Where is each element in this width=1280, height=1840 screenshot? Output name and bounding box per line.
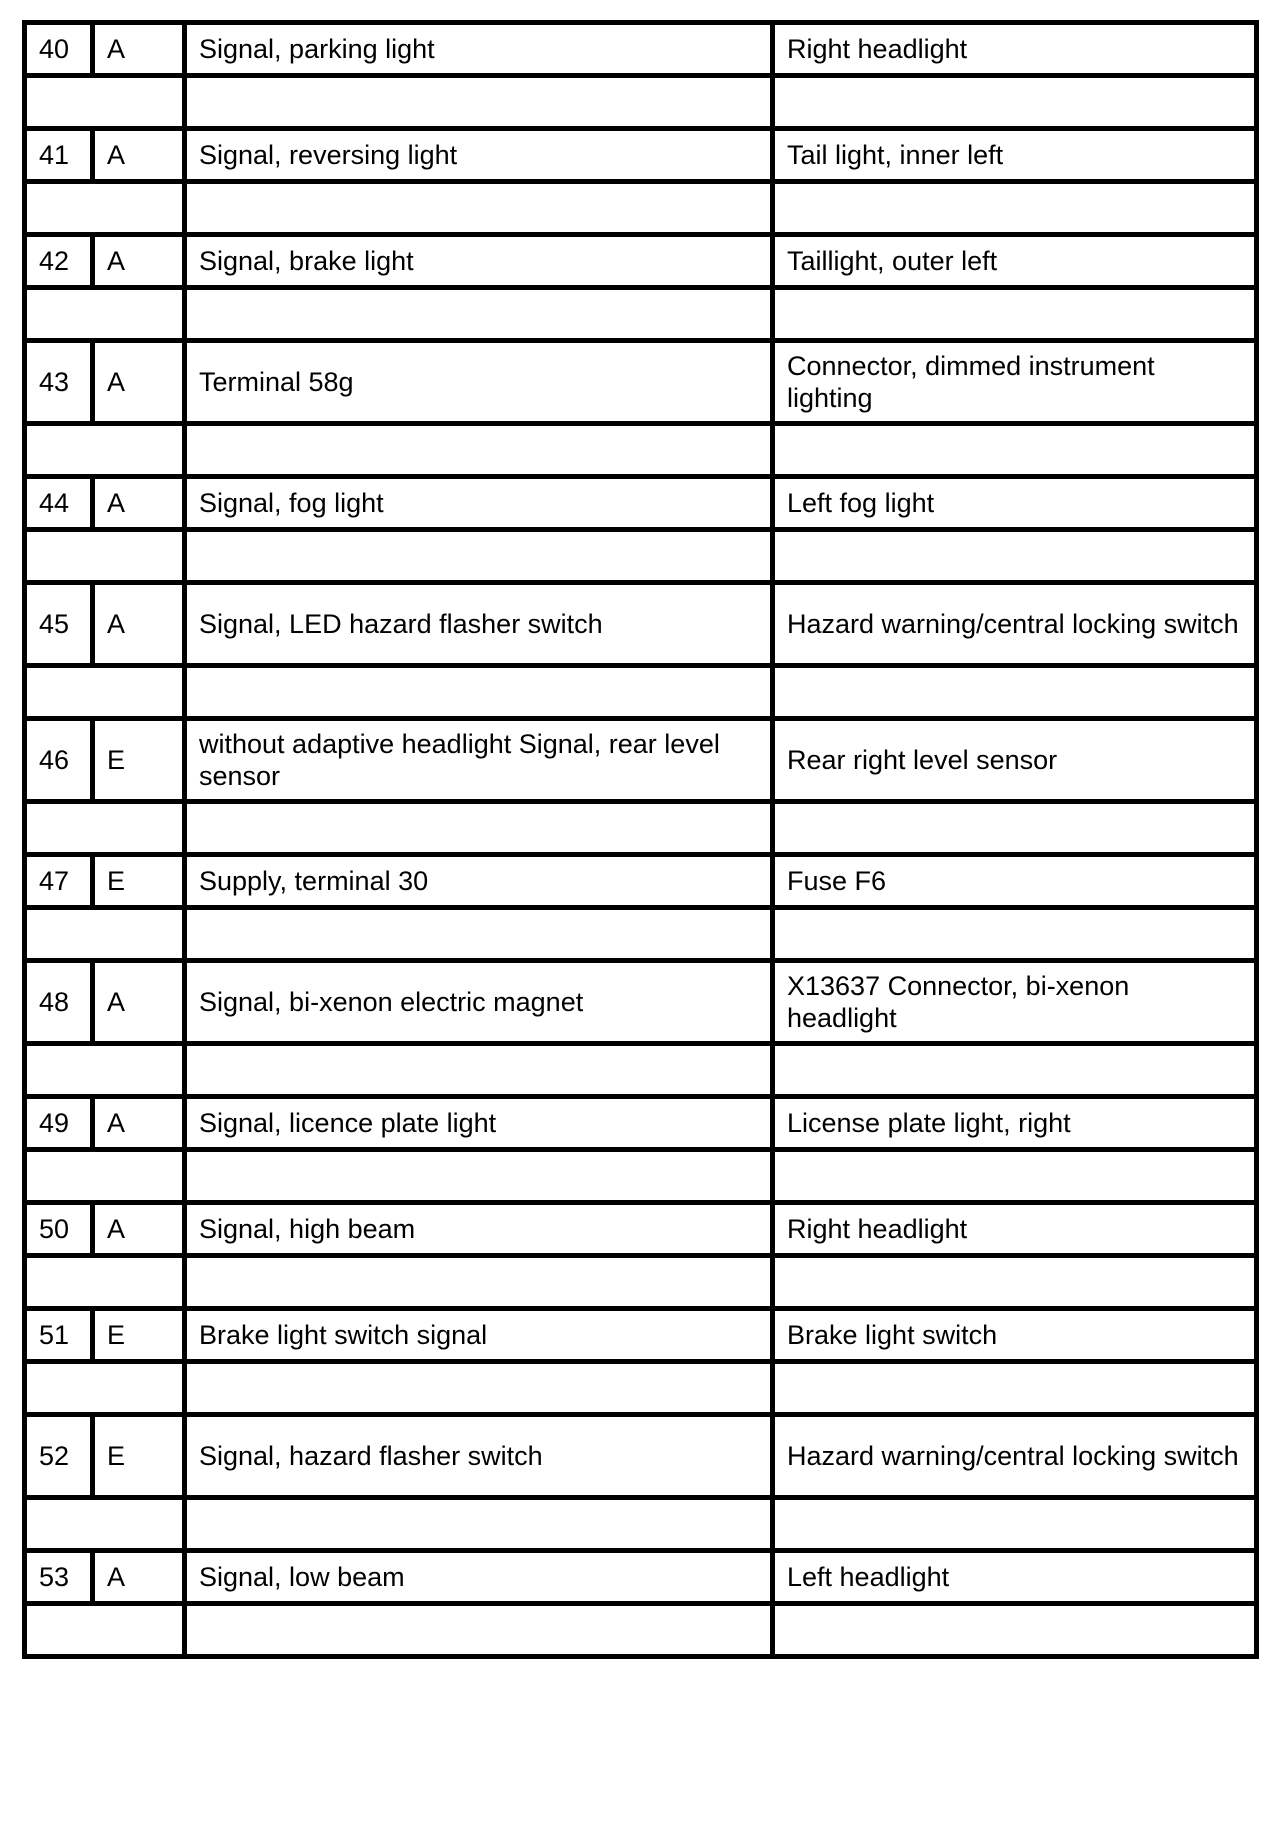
- empty-cell: [773, 1362, 1257, 1415]
- pin-number-cell: 48: [25, 961, 93, 1044]
- connected-component-cell: Fuse F6: [773, 855, 1257, 908]
- empty-cell: [773, 76, 1257, 129]
- empty-cell: [25, 424, 185, 477]
- empty-cell: [773, 1604, 1257, 1657]
- connected-component-cell: Rear right level sensor: [773, 719, 1257, 802]
- empty-cell: [185, 1498, 773, 1551]
- table-spacer-row: [25, 76, 1257, 129]
- table-row: [25, 129, 1257, 182]
- pin-number-cell: 52: [25, 1415, 93, 1498]
- empty-cell: [773, 288, 1257, 341]
- empty-cell: [25, 666, 185, 719]
- pin-number-cell: 46: [25, 719, 93, 802]
- empty-cell: [25, 1150, 185, 1203]
- table-row: [25, 855, 1257, 908]
- empty-cell: [773, 1150, 1257, 1203]
- signal-description-cell: Signal, LED hazard flasher switch: [185, 583, 773, 666]
- signal-description-cell: Signal, high beam: [185, 1203, 773, 1256]
- empty-cell: [773, 1044, 1257, 1097]
- signal-description-cell: Terminal 58g: [185, 341, 773, 424]
- empty-cell: [185, 424, 773, 477]
- empty-cell: [185, 288, 773, 341]
- empty-cell: [773, 1498, 1257, 1551]
- signal-direction-cell: A: [93, 341, 185, 424]
- signal-description-cell: Signal, low beam: [185, 1551, 773, 1604]
- signal-direction-cell: A: [93, 477, 185, 530]
- table-row: [25, 719, 1257, 802]
- signal-description-cell: Signal, licence plate light: [185, 1097, 773, 1150]
- pin-number-cell: 42: [25, 235, 93, 288]
- pin-number-cell: 40: [25, 23, 93, 76]
- table-spacer-row: [25, 908, 1257, 961]
- table-row: [25, 341, 1257, 424]
- empty-cell: [185, 182, 773, 235]
- connected-component-cell: Taillight, outer left: [773, 235, 1257, 288]
- table-spacer-row: [25, 530, 1257, 583]
- pin-number-cell: 51: [25, 1309, 93, 1362]
- signal-direction-cell: E: [93, 719, 185, 802]
- signal-direction-cell: A: [93, 1097, 185, 1150]
- connected-component-cell: Left headlight: [773, 1551, 1257, 1604]
- signal-direction-cell: A: [93, 583, 185, 666]
- table-row: [25, 1551, 1257, 1604]
- table-spacer-row: [25, 666, 1257, 719]
- empty-cell: [185, 802, 773, 855]
- empty-cell: [185, 1604, 773, 1657]
- table-spacer-row: [25, 182, 1257, 235]
- table-row: [25, 1097, 1257, 1150]
- signal-description-cell: Brake light switch signal: [185, 1309, 773, 1362]
- pin-number-cell: 44: [25, 477, 93, 530]
- table-row: [25, 1203, 1257, 1256]
- empty-cell: [25, 908, 185, 961]
- table-spacer-row: [25, 1150, 1257, 1203]
- empty-cell: [25, 1044, 185, 1097]
- empty-cell: [773, 802, 1257, 855]
- empty-cell: [185, 908, 773, 961]
- signal-direction-cell: E: [93, 1415, 185, 1498]
- signal-description-cell: Signal, fog light: [185, 477, 773, 530]
- empty-cell: [25, 530, 185, 583]
- table-spacer-row: [25, 288, 1257, 341]
- empty-cell: [773, 424, 1257, 477]
- empty-cell: [773, 530, 1257, 583]
- connected-component-cell: Tail light, inner left: [773, 129, 1257, 182]
- table-row: [25, 583, 1257, 666]
- table-spacer-row: [25, 802, 1257, 855]
- empty-cell: [185, 666, 773, 719]
- table-row: [25, 235, 1257, 288]
- empty-cell: [25, 802, 185, 855]
- empty-cell: [185, 1044, 773, 1097]
- signal-direction-cell: E: [93, 1309, 185, 1362]
- empty-cell: [773, 908, 1257, 961]
- signal-direction-cell: A: [93, 23, 185, 76]
- empty-cell: [185, 1256, 773, 1309]
- empty-cell: [185, 1150, 773, 1203]
- connected-component-cell: Hazard warning/central locking switch: [773, 583, 1257, 666]
- table-spacer-row: [25, 1256, 1257, 1309]
- table-spacer-row: [25, 1362, 1257, 1415]
- pin-assignment-table: [22, 20, 1259, 1659]
- empty-cell: [185, 530, 773, 583]
- table-row: [25, 1309, 1257, 1362]
- empty-cell: [25, 1256, 185, 1309]
- empty-cell: [25, 76, 185, 129]
- connected-component-cell: License plate light, right: [773, 1097, 1257, 1150]
- signal-direction-cell: A: [93, 961, 185, 1044]
- signal-direction-cell: A: [93, 1203, 185, 1256]
- empty-cell: [185, 1362, 773, 1415]
- connected-component-cell: Connector, dimmed instrument lighting: [773, 341, 1257, 424]
- signal-description-cell: Signal, reversing light: [185, 129, 773, 182]
- connected-component-cell: Brake light switch: [773, 1309, 1257, 1362]
- pin-number-cell: 50: [25, 1203, 93, 1256]
- empty-cell: [773, 182, 1257, 235]
- connected-component-cell: Left fog light: [773, 477, 1257, 530]
- table-row: [25, 961, 1257, 1044]
- signal-description-cell: Signal, hazard flasher switch: [185, 1415, 773, 1498]
- table-row: [25, 477, 1257, 530]
- pin-number-cell: 53: [25, 1551, 93, 1604]
- empty-cell: [25, 182, 185, 235]
- signal-description-cell: Signal, brake light: [185, 235, 773, 288]
- empty-cell: [25, 1604, 185, 1657]
- signal-description-cell: Signal, parking light: [185, 23, 773, 76]
- connected-component-cell: X13637 Connector, bi-xenon headlight: [773, 961, 1257, 1044]
- connected-component-cell: Right headlight: [773, 23, 1257, 76]
- pin-number-cell: 43: [25, 341, 93, 424]
- empty-cell: [185, 76, 773, 129]
- pin-number-cell: 49: [25, 1097, 93, 1150]
- empty-cell: [773, 1256, 1257, 1309]
- signal-description-cell: without adaptive headlight Signal, rear level sensor: [185, 719, 773, 802]
- pin-number-cell: 41: [25, 129, 93, 182]
- signal-direction-cell: A: [93, 129, 185, 182]
- pin-number-cell: 45: [25, 583, 93, 666]
- connected-component-cell: Right headlight: [773, 1203, 1257, 1256]
- table-row: [25, 23, 1257, 76]
- table-spacer-row: [25, 1498, 1257, 1551]
- empty-cell: [25, 1498, 185, 1551]
- signal-description-cell: Signal, bi-xenon electric magnet: [185, 961, 773, 1044]
- table-spacer-row: [25, 424, 1257, 477]
- empty-cell: [25, 1362, 185, 1415]
- signal-direction-cell: A: [93, 1551, 185, 1604]
- signal-description-cell: Supply, terminal 30: [185, 855, 773, 908]
- signal-direction-cell: A: [93, 235, 185, 288]
- table-spacer-row: [25, 1604, 1257, 1657]
- pin-number-cell: 47: [25, 855, 93, 908]
- signal-direction-cell: E: [93, 855, 185, 908]
- table-spacer-row: [25, 1044, 1257, 1097]
- empty-cell: [773, 666, 1257, 719]
- empty-cell: [25, 288, 185, 341]
- table-row: [25, 1415, 1257, 1498]
- connected-component-cell: Hazard warning/central locking switch: [773, 1415, 1257, 1498]
- pin-table-body: [25, 23, 1257, 1657]
